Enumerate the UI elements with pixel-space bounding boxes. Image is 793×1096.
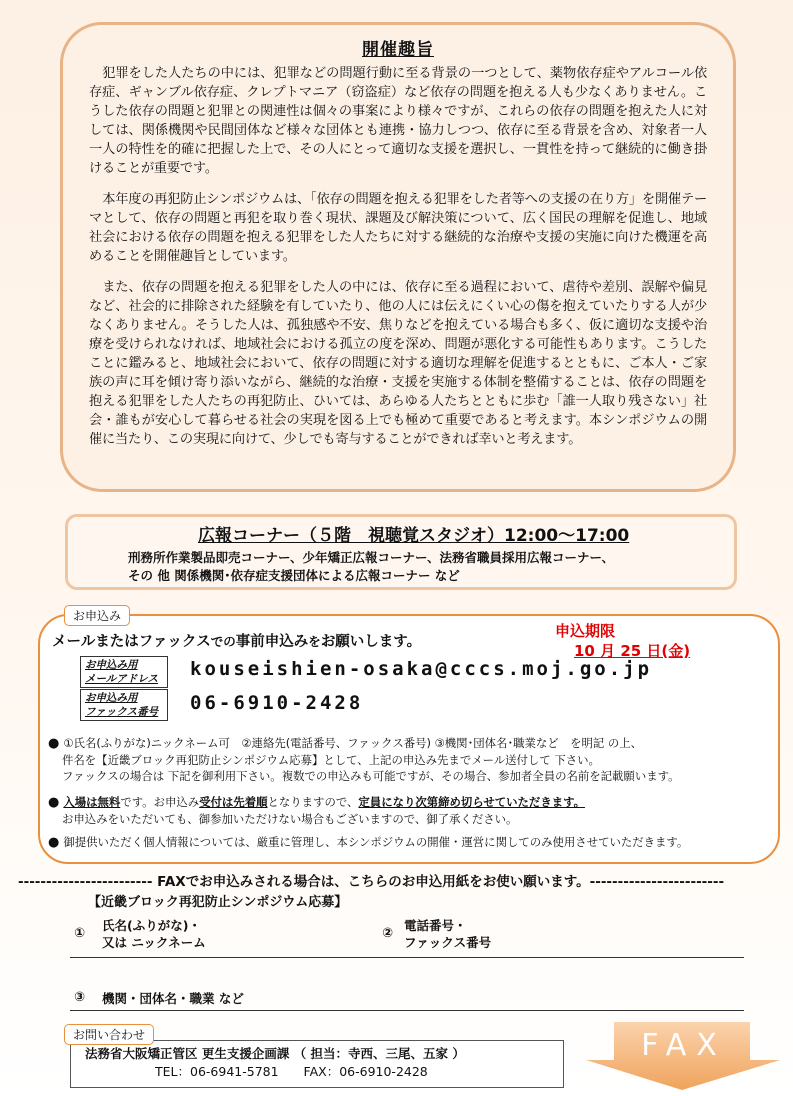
form-field-org-label: 機関・団体名・職業 など [102, 991, 244, 1006]
lead-particle-1: での [210, 634, 236, 649]
contact-box [70, 1040, 564, 1088]
mail-label-line-2: メールアドレス [85, 673, 158, 685]
lead-pre-application: 事前申込み [235, 634, 309, 650]
purpose-title: 開催趣旨 [362, 40, 434, 60]
note-2-text-b: となりますので、 [267, 795, 359, 809]
note-3-text: 御提供いただく個人情報については、厳重に管理し、本シンポジウムの開催・運営に関してのみ使用させていただきます。 [63, 835, 689, 849]
lead-particle-2: を [308, 634, 321, 649]
contact-line-1: 法務省大阪矯正管区 更生支援企画課 （ 担当：寺西、三尾、五家 ） [85, 1046, 465, 1061]
fax-label-line-1: お申込み用 [85, 692, 138, 704]
form-field-name-line-1: 氏名(ふりがな)・ [102, 918, 201, 933]
note-1-line-1: ①氏名(ふりがな)ニックネーム可 ②連絡先(電話番号、ファックス番号) ③機関･団体名･職業など を明記 の上、 [63, 736, 643, 750]
mail-address[interactable]: kouseishien-osaka@cccs.moj.go.jp [190, 658, 653, 680]
pr-corner-section [65, 514, 737, 590]
form-title: 【近畿ブロック再犯防止シンポジウム応募】 [88, 895, 348, 910]
form-field-name-line-2: 又は ニックネーム [102, 935, 206, 950]
purpose-paragraph-3: また、依存の問題を抱える犯罪をした人の中には、依存に至る過程において、虐待や差別、誤解や偏見など、社会的に排除された経験を有していたり、他の人には伝えにくい心の傷を抱えていたりする人が少なくありません。そうした人は、孤独感や不安、焦りなどを抱えている場合も多く、仮に適切な支援や治療を受けられなければ、地域社会における孤立の度を深め、問題が悪化する可能性もあります。こうしたことに鑑みると、地域社会において、依存の問題に対する適切な理解を促進するとともに、ご本人・ご家族の声に耳を傾け寄り添いながら、継続的な治療・支援を実施する体制を整備することは、依存の問題を抱える犯罪をした人たちの再犯防止、ひいては、あらゆる人たちとともに歩む「誰一人取り残さない」社会・誰もが安心して暮らせる社会の実現を図る上でも極めて重要であると考えます。本シンポジウムの開催に当たり、この実現に向けて、少しでも寄与することができれば幸いと考えます。 [89, 280, 707, 447]
form-field-name-label [102, 917, 206, 951]
form-number-3: ③ [74, 990, 86, 1005]
deadline-label: 申込期限 [555, 622, 616, 640]
form-field-phone-label [404, 917, 491, 951]
contact-tag: お問い合わせ [64, 1024, 154, 1045]
mail-address-label [80, 656, 168, 688]
form-number-2: ② [382, 926, 394, 941]
form-number-1: ① [74, 926, 86, 941]
form-field-phone-line-1: 電話番号・ [404, 918, 467, 933]
form-line-2 [70, 1010, 744, 1011]
fax-arrow-icon [584, 1020, 784, 1092]
note-2-text-a: です。お申込み [120, 795, 200, 809]
note-1-line-3: ファックスの場合は 下記を御利用下さい。複数での申込みも可能ですが、その場合、参加者全員の名前を記載願います。 [62, 769, 680, 783]
contact-line-2: TEL：06-6941-5781 FAX：06-6910-2428 [155, 1064, 428, 1079]
note-1 [48, 735, 768, 784]
application-tag: お申込み [64, 605, 130, 626]
note-2 [48, 794, 768, 827]
fax-number-label [80, 689, 168, 721]
pr-corner-line-2: その 他 関係機関･依存症支援団体による広報コーナー など [128, 568, 460, 583]
fax-number: 06-6910-2428 [190, 692, 364, 714]
mail-label-line-1: お申込み用 [85, 659, 138, 671]
application-lead [52, 630, 421, 651]
pr-corner-title: 広報コーナー（５階 視聴覚スタジオ）12:00～17:00 [198, 526, 630, 546]
note-2-free: 入場は無料 [63, 795, 121, 809]
purpose-section [60, 22, 736, 492]
note-3 [48, 834, 768, 851]
purpose-paragraph-2: 本年度の再犯防止シンポジウムは、「依存の問題を抱える犯罪をした者等への支援の在り方」を開催テーマとして、依存の問題と再犯を取り巻く現状、課題及び解決策について、広く国民の理解を促進し、地域社会における依存の問題を抱える犯罪をした人たちに対する継続的な治療や支援の実施に向けた機運を高めることを開催趣旨としています。 [89, 192, 707, 264]
deadline-date: 10 月 25 日(金) [574, 642, 691, 660]
pr-corner-line-1: 刑務所作業製品即売コーナー、少年矯正広報コーナー、法務省職員採用広報コーナー、 [128, 550, 615, 565]
form-field-phone-line-2: ファックス番号 [404, 935, 492, 950]
lead-method: メールまたはファックス [52, 634, 211, 650]
note-2-line-2: お申込みをいただいても、御参加いただけない場合もございますので、御了承ください。 [62, 812, 518, 826]
purpose-paragraph-1: 犯罪をした人たちの中には、犯罪などの問題行動に至る背景の一つとして、薬物依存症やアルコール依存症、ギャンブル依存症、クレプトマニア（窃盗症）など依存の問題を抱える人も少なくありません。こうした依存の問題と犯罪との関連性は個々の事案により様々ですが、これらの依存の問題を抱えた人に対しては、関係機関や民間団体など様々な団体とも連携・協力しつつ、依存に至る背景を含め、対象者一人一人の特性を的確に把握した上で、その人にとって適切な支援を選択し、一貫性を持って継続的に働き掛けることが重要です。 [89, 66, 707, 176]
fax-separator: ------------------------ FAXでお申込みされる場合は、こちらのお申込用紙をお使い願います。------------------------ [18, 874, 725, 890]
lead-request: お願いします。 [320, 634, 422, 650]
form-line-1 [70, 957, 744, 958]
fax-label-line-2: ファックス番号 [85, 706, 159, 718]
bullet-icon: ● [48, 795, 60, 810]
note-1-line-2: 件名を【近畿ブロック再犯防止シンポジウム応募】として、上記の申込み先までメール送付して 下さい。 [62, 753, 600, 767]
fax-arrow-label: FAX [641, 1028, 727, 1063]
bullet-icon: ● [48, 736, 60, 751]
note-2-capacity: 定員になり次第締め切らせていただきます。 [358, 795, 585, 809]
note-2-first-come: 受付は先着順 [199, 795, 268, 809]
bullet-icon: ● [48, 835, 60, 850]
